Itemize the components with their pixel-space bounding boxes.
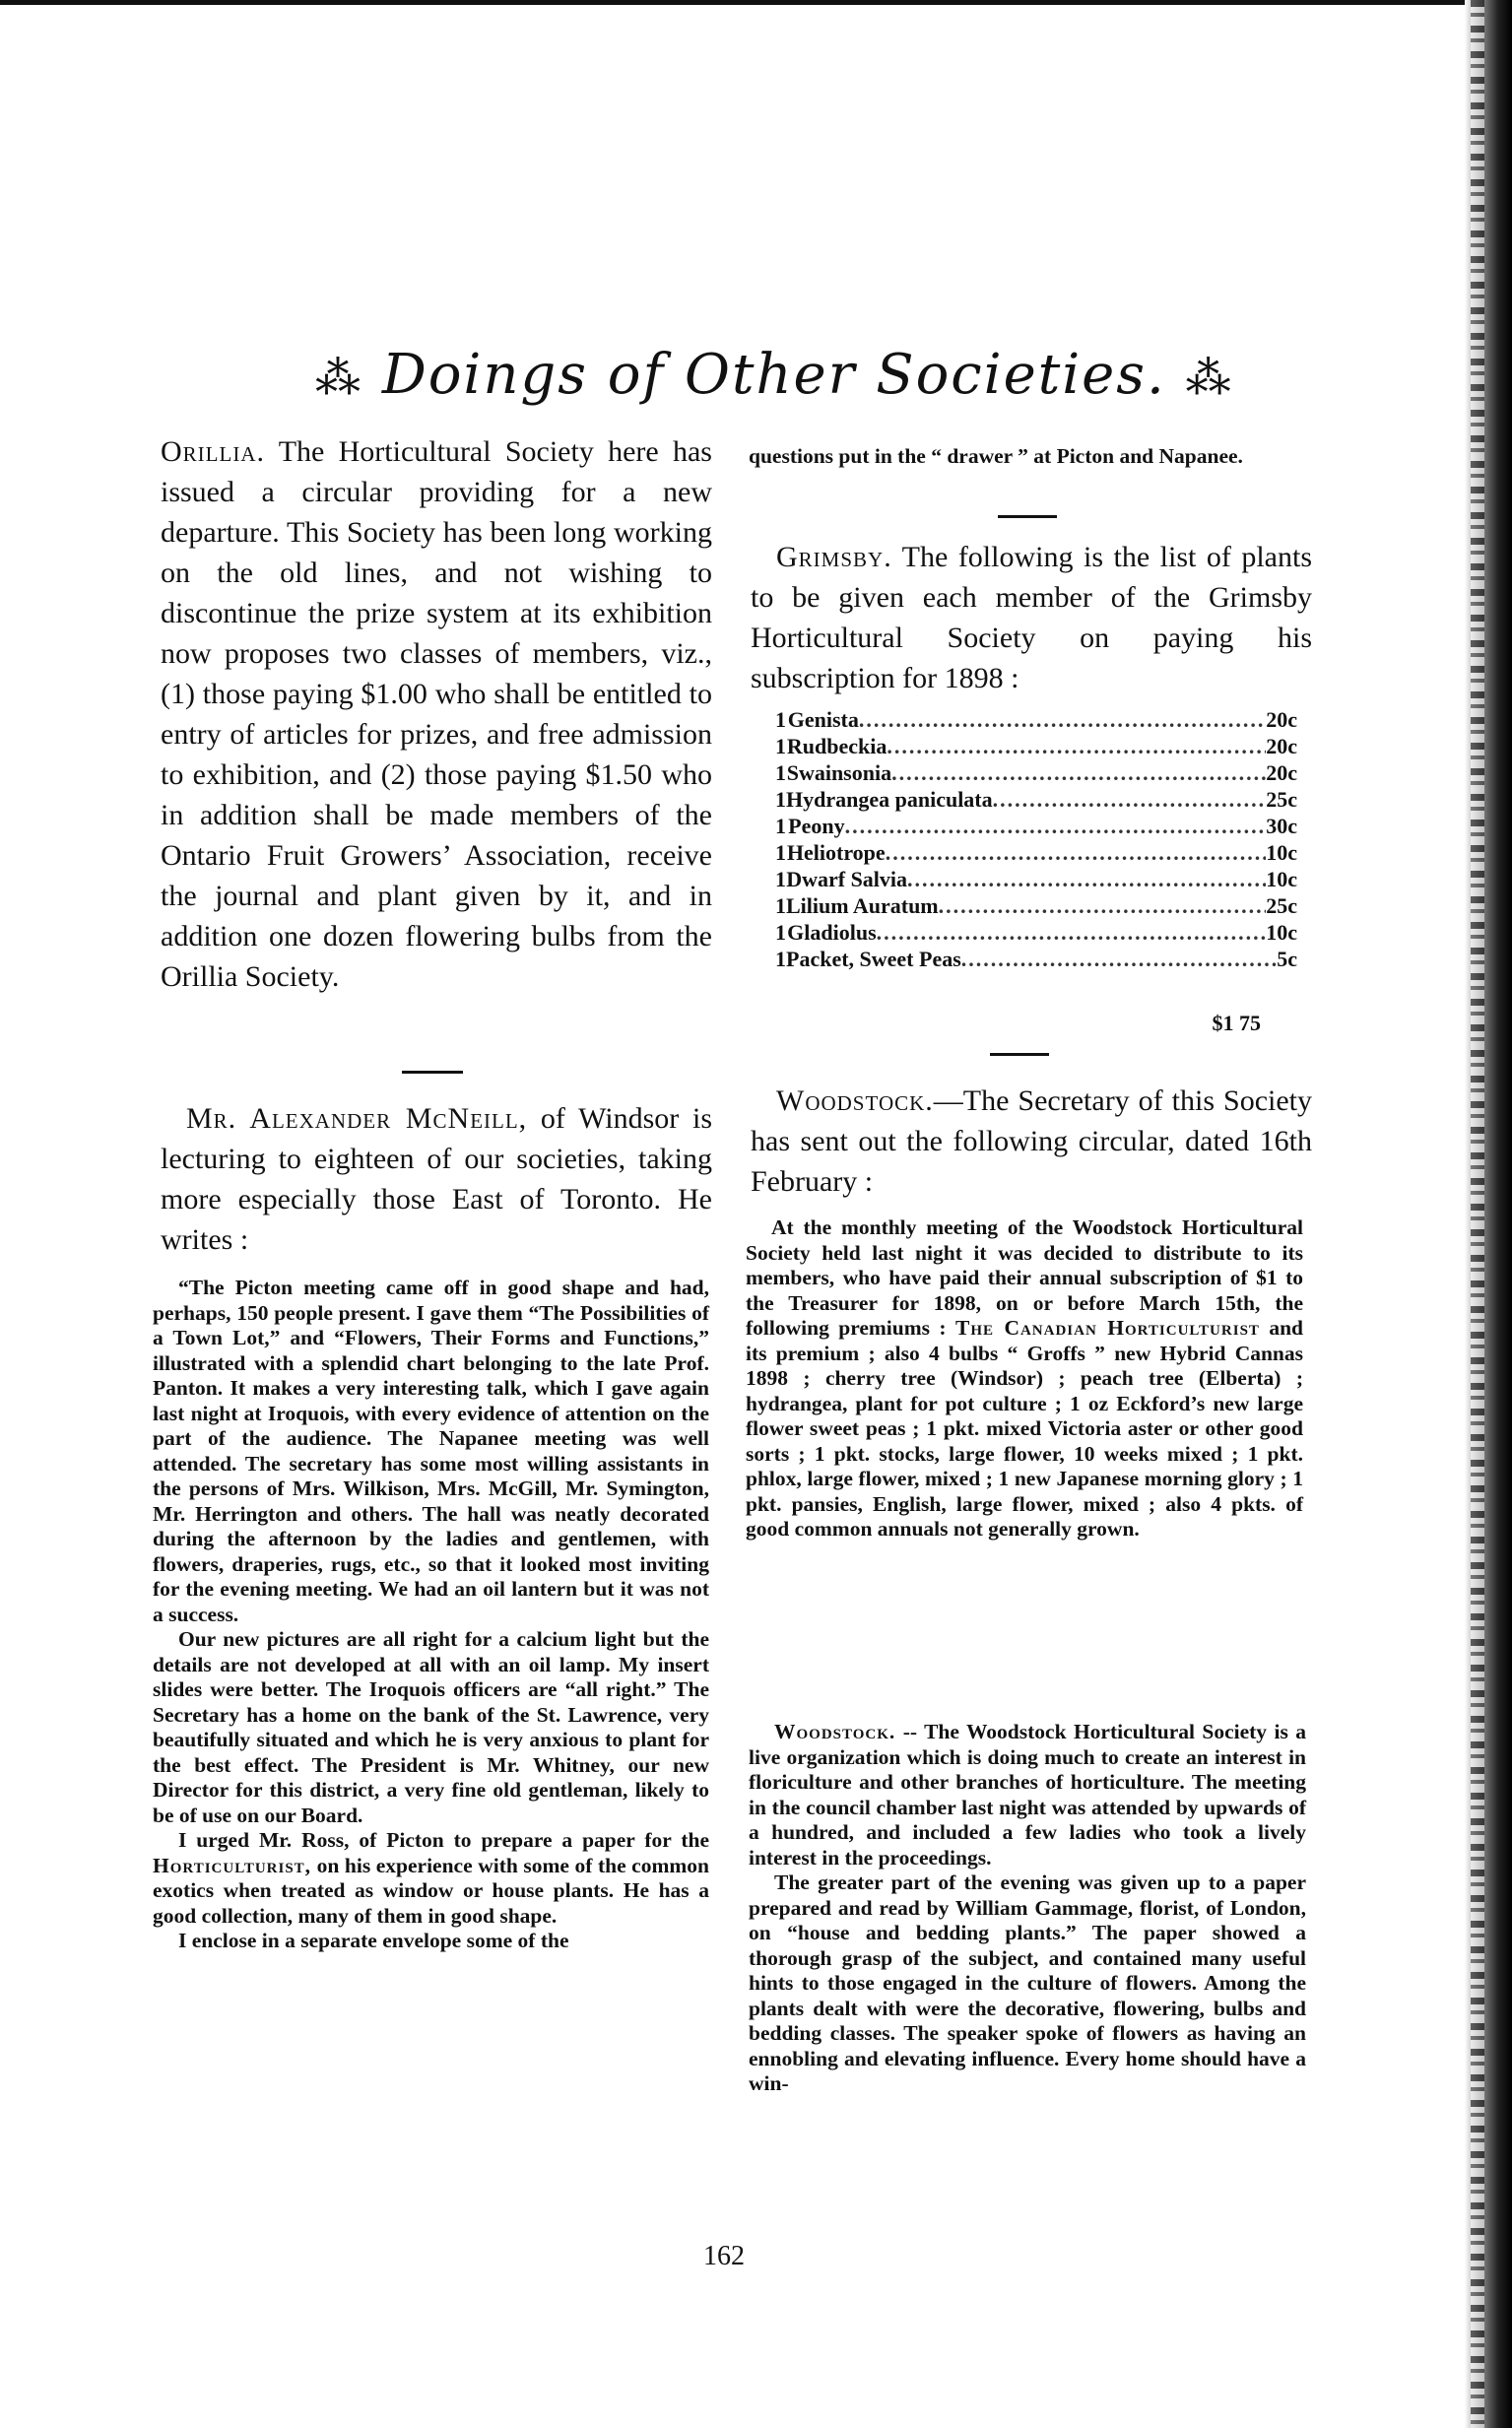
divider: [990, 1053, 1049, 1056]
letter-paragraph: “The Picton meeting came off in good shape and had, perhaps, 150 people present. I gave them “The Possibilities of a Town Lot,” and “Flowers, Their Forms and Functions,” illustrated with a splendid chart belonging to the late Prof. Panton. It makes a very interesting talk, which I gave again last night at Iroquois, with every evidence of attention on the part of the audience. The Napanee meeting was well attended. The secretary has some most willing assistants in the persons of Mrs. Wilkison, Mrs. McGill, Mr. Symington, Mr. Herrington and others. The hall was neatly decorated during the afternoon by the ladies and gentlemen, with flowers, draperies, rugs, etc., so that it looked most inviting for the evening meeting. We had an oil lantern but it was not a success.: [153, 1276, 709, 1626]
plant-list-row: [775, 893, 1297, 920]
page-title: Doings of Other Societies.: [381, 343, 1166, 407]
plant-name: Swainsonia: [786, 760, 892, 785]
circular-text-smallcaps: The Canadian Horticulturist: [955, 1316, 1260, 1340]
plant-name: Hydrangea paniculata: [786, 787, 993, 812]
orillia-section: [161, 431, 712, 997]
continued-text: [749, 444, 1312, 470]
plant-name: Lilium Auratum: [786, 893, 939, 918]
plant-name: Gladiolus: [787, 920, 877, 945]
circular-paragraph: [746, 1215, 1303, 1542]
plant-qty: 1: [775, 920, 786, 945]
binding-edge: [1465, 0, 1512, 2428]
woodstock-circular: [746, 1215, 1303, 1542]
woodstock-report: [749, 1720, 1306, 2097]
circular-text: and its premium ; also 4 bulbs “ Groffs ” new Hybrid Cannas 1898 ; cherry tree (Windsor) ; peach tree (Elberta) ; hydrangea, plant for pot culture ; 1 oz Eckford’s new large flower sweet peas ; 1 pkt. mixed Victoria aster or other good sorts ; 1 pkt. stocks, large flower, 10 weeks mixed ; 1 pkt. phlox, large flower, mixed ; 1 new Japanese morning glory ; 1 pkt. pansies, English, large flower, mixed ; also 4 pkts. of good common annuals not generally grown.: [746, 1316, 1304, 1541]
leader-dots: [891, 760, 1266, 786]
plant-list-row: [775, 760, 1297, 787]
plant-price: 20c: [1266, 734, 1297, 758]
woodstock-circular-section: [751, 1081, 1312, 1202]
grimsby-section: [751, 537, 1312, 698]
plant-qty: 1: [775, 707, 786, 732]
plant-price: 20c: [1266, 760, 1297, 785]
plant-name: Dwarf Salvia: [786, 867, 908, 891]
report-paragraph: The greater part of the evening was given up to a paper prepared and read by William Gammage, florist, of London, on “house and bedding plants.” The paper showed a thorough grasp of the subject, and contained many useful hints to those engaged in the culture of flowers. Among the plants dealt with were the decorative, flowering, bulbs and bedding classes. The speaker spoke of flowers as having an ennobling and elevating influence. Every home should have a win-: [749, 1870, 1306, 2095]
plant-qty: 1: [775, 787, 786, 812]
divider: [402, 1071, 463, 1074]
plant-price: 25c: [1266, 893, 1297, 918]
plant-list-row: [775, 707, 1297, 734]
leader-dots: [961, 947, 1277, 972]
report-text: -- The Woodstock Horticultural Society is a live organization which is doing much to create an interest in floriculture and other branches of horticulture. The meeting in the council chamber last night was attended by upwards of a hundred, and included a few ladies who took a lively interest in the proceedings.: [749, 1720, 1307, 1870]
plant-price: 10c: [1266, 867, 1297, 891]
plant-name: Packet, Sweet Peas: [786, 947, 961, 971]
divider: [998, 515, 1057, 518]
leader-dots: [845, 814, 1267, 839]
plant-list-row: [775, 867, 1297, 893]
letter-text-smallcaps: Horticulturist,: [153, 1853, 312, 1877]
page-number: 162: [703, 2241, 745, 2271]
orillia-heading: Orillia.: [161, 435, 265, 468]
plant-price: 30c: [1266, 814, 1297, 838]
plant-list-row: [775, 840, 1297, 867]
plant-qty: 1: [775, 893, 786, 918]
plant-list-row: [775, 947, 1297, 973]
plant-qty: 1: [775, 814, 786, 838]
woodstock-heading: Woodstock.: [774, 1720, 896, 1743]
plant-name: Peony: [788, 814, 845, 838]
plant-qty: 1: [775, 840, 786, 865]
letter-paragraph: Our new pictures are all right for a calcium light but the details are not developed at all with an oil lamp. My insert slides were better. The Iroquois officers are “all right.” The Secretary has a home on the bank of the St. Lawrence, very beautifully situated and which he is very anxious to plant for the best effect. The President is Mr. Whitney, our new Director for this district, a very fine old gentleman, likely to be of use on our Board.: [153, 1627, 709, 1827]
plant-qty: 1: [775, 867, 786, 891]
leader-dots: [859, 707, 1266, 733]
ornament-right: ⁂: [1185, 351, 1233, 404]
report-paragraph: [749, 1720, 1306, 1870]
leader-dots: [886, 840, 1267, 866]
continued-paragraph: questions put in the “ drawer ” at Picton and Napanee.: [749, 444, 1243, 468]
leader-dots: [877, 920, 1267, 946]
letter-text: on his experience with some of the common exotics when treated as window or house plants. He has a good collection, many of them in good shape.: [153, 1853, 709, 1928]
plant-list-row: [775, 787, 1297, 814]
leader-dots: [887, 734, 1266, 759]
grimsby-text: The following is the list of plants to be given each member of the Grimsby Horticultural Society on paying his subscription for 1898 :: [751, 541, 1312, 694]
plant-qty: 1: [775, 947, 786, 971]
mcneill-letter: [153, 1276, 709, 1954]
orillia-text: The Horticultural Society here has issued a circular providing for a new departure. This Society has been long working on the old lines, and not wishing to discontinue the prize system at its exhibition now proposes two classes of members, viz., (1) those paying $1.00 who shall be entitled to entry of articles for prizes, and free admission to exhibition, and (2) those paying $1.50 who in addition shall be made members of the Ontario Fruit Growers’ Association, receive the journal and plant given by it, and in addition one dozen flowering bulbs from the Orillia Society.: [161, 435, 712, 993]
woodstock-intro: —The Secretary of this Society has sent out the following circular, dated 16th February :: [751, 1084, 1312, 1198]
page-heading: [315, 343, 1233, 407]
grimsby-heading: Grimsby.: [776, 541, 892, 573]
plant-list-total: $1 75: [1212, 1011, 1261, 1035]
mcneill-section: [161, 1098, 712, 1260]
circular-text: At the monthly meeting of the Woodstock Horticultural Society held last night it was decided to distribute to its members, who have paid their annual subscription of $1 to the Treasurer for 1898, on or before March 15th, the following premiums :: [746, 1215, 1303, 1340]
top-rule: [0, 0, 1468, 5]
mcneill-heading: Mr. Alexander McNeill,: [186, 1102, 528, 1135]
plant-name: Genista: [787, 707, 859, 732]
plant-list-row: [775, 814, 1297, 840]
leader-dots: [907, 867, 1266, 892]
letter-paragraph: I enclose in a separate envelope some of the: [178, 1929, 569, 1952]
plant-price: 10c: [1266, 920, 1297, 945]
plant-qty: 1: [775, 734, 786, 758]
plant-price: 20c: [1266, 707, 1297, 732]
plant-qty: 1: [775, 760, 786, 785]
plant-name: Rudbeckia: [786, 734, 887, 758]
letter-text: I urged Mr. Ross, of Picton to prepare a paper for the: [178, 1828, 709, 1852]
plant-price: 10c: [1266, 840, 1297, 865]
leader-dots: [993, 787, 1267, 813]
plant-name: Heliotrope: [786, 840, 886, 865]
mcneill-intro: of Windsor is lecturing to eighteen of our societies, taking more especially those East of Toronto. He writes :: [161, 1102, 712, 1256]
woodstock-heading: Woodstock.: [776, 1084, 934, 1117]
leader-dots: [939, 893, 1267, 919]
plant-price: 5c: [1277, 947, 1297, 971]
plant-list: [775, 707, 1297, 973]
plant-list-row: [775, 734, 1297, 760]
plant-price: 25c: [1266, 787, 1297, 812]
letter-paragraph: [153, 1828, 709, 1929]
ornament-left: ⁂: [315, 351, 362, 404]
plant-list-row: [775, 920, 1297, 947]
